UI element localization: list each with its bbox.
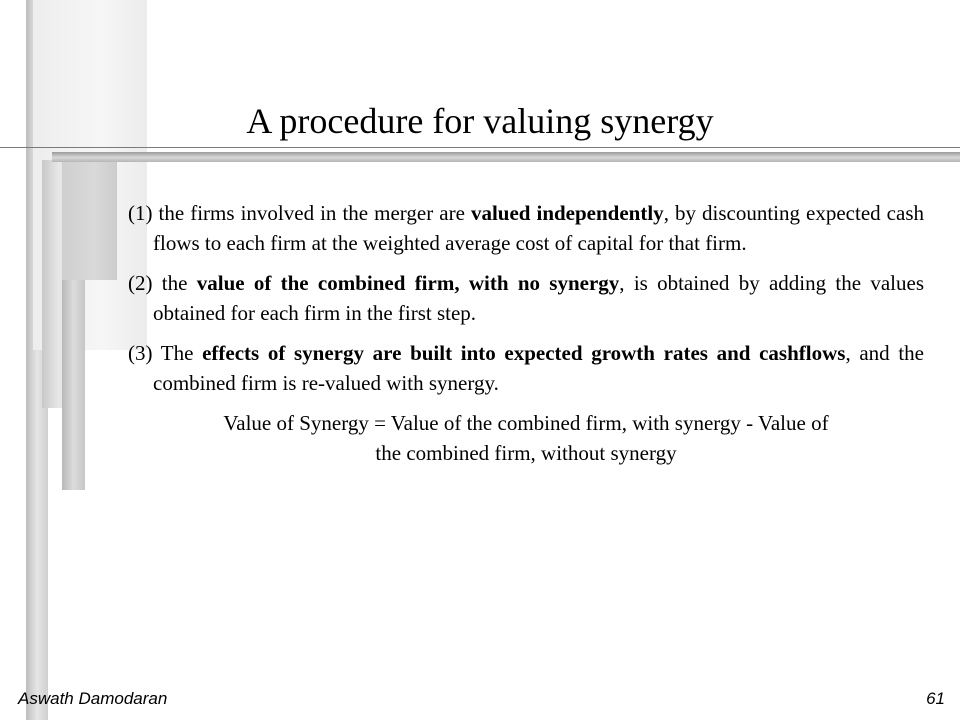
step-text: , and the combined firm is re-valued with synergy.: [153, 341, 924, 395]
synergy-formula-line-2: the combined firm, without synergy: [375, 441, 677, 465]
step-text: the firms involved in the merger are: [152, 201, 471, 225]
step-number: (1): [128, 201, 153, 225]
step-number: (2): [128, 271, 153, 295]
decorative-bar: [62, 280, 85, 490]
step-number: (3): [128, 341, 153, 365]
step-text: , by discounting expected cash flows to each firm at the weighted average cost of capital for that firm.: [153, 201, 924, 255]
title-divider-thin: [0, 147, 960, 148]
synergy-formula-line-1: Value of Synergy = Value of the combined firm, with synergy - Value of: [223, 411, 829, 435]
footer-author: Aswath Damodaran: [18, 689, 168, 708]
step-text: the: [152, 271, 197, 295]
procedure-step-2: [128, 268, 924, 328]
decorative-bar: [62, 160, 117, 280]
step-emphasis: valued independently: [470, 201, 664, 225]
step-emphasis: effects of synergy are built into expected growth rates and cashflows: [202, 341, 846, 365]
slide-body: [128, 198, 924, 468]
slide-title: A procedure for valuing synergy: [246, 101, 714, 141]
page-number: 61: [926, 689, 945, 708]
step-emphasis: value of the combined firm, with no synergy: [196, 271, 620, 295]
title-divider-thick: [52, 152, 960, 162]
procedure-step-3: [128, 338, 924, 398]
step-text: The: [152, 341, 203, 365]
step-text: , is obtained by adding the values obtained for each firm in the first step.: [153, 271, 925, 325]
procedure-step-1: [128, 198, 924, 258]
